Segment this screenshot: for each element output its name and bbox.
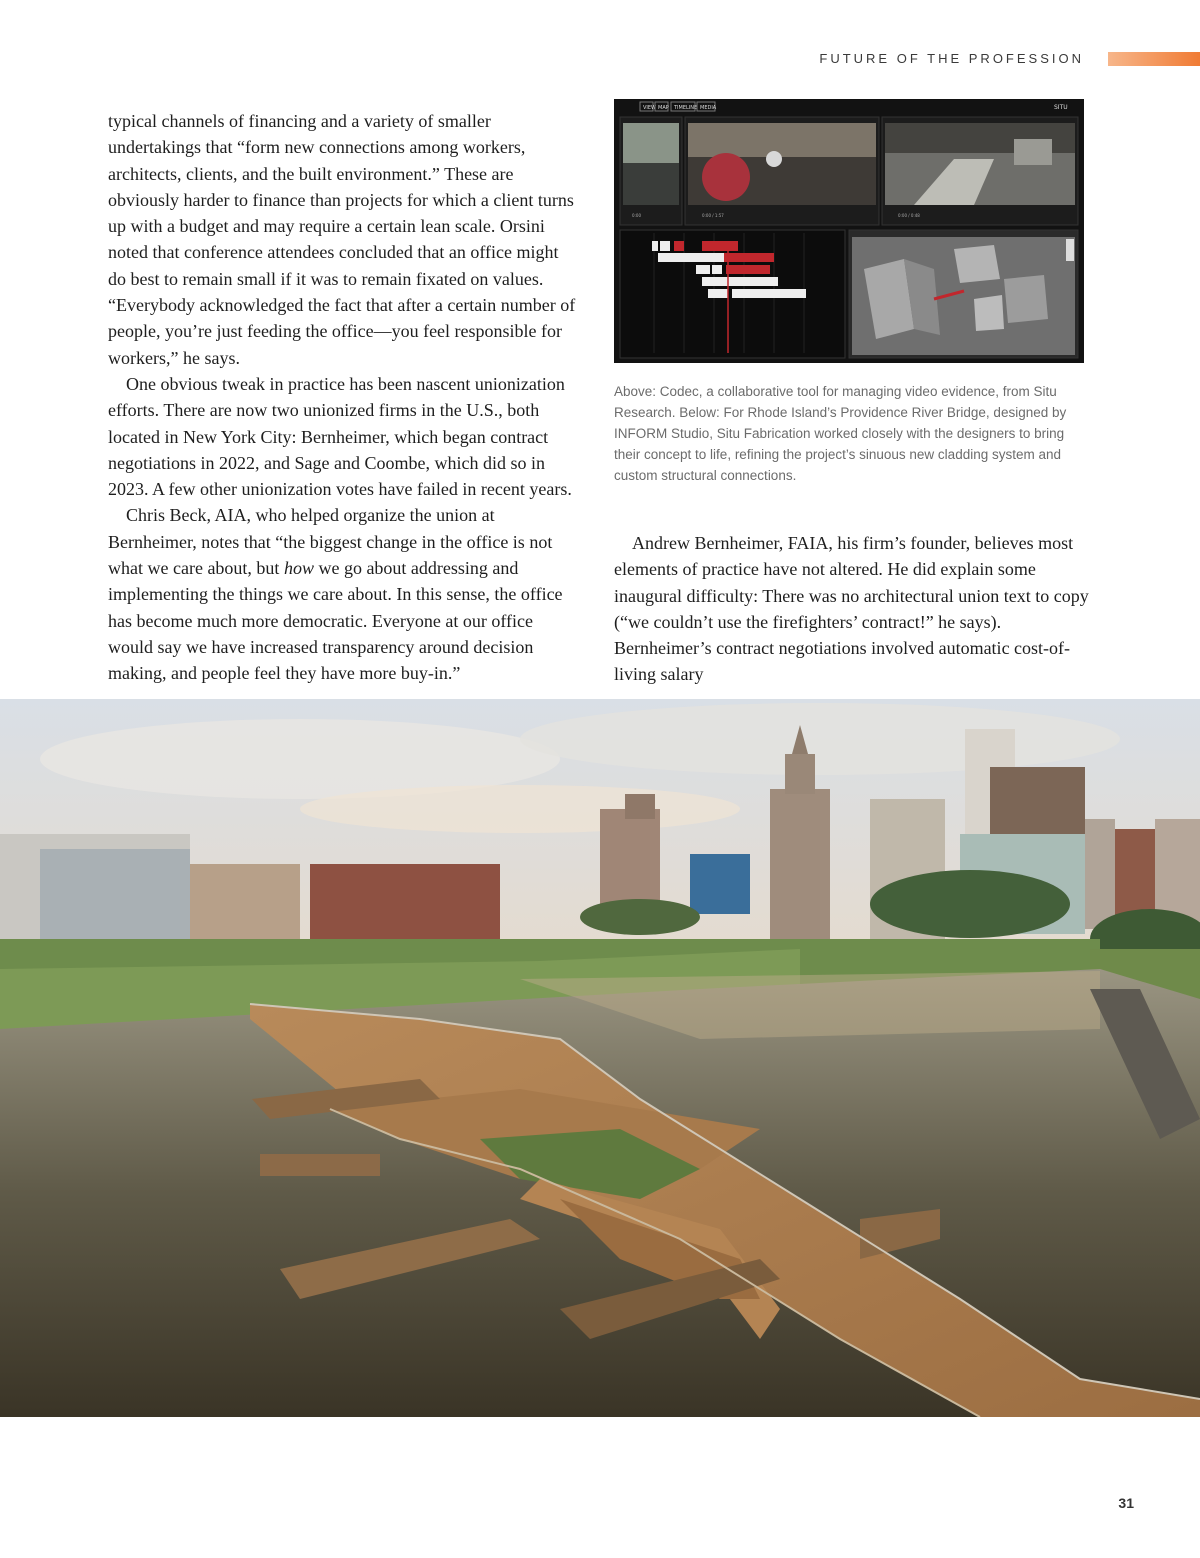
section-accent-bar: [1108, 52, 1200, 66]
video-time: 0:00 / 1:57: [702, 213, 724, 218]
codec-tab: TIMELINE: [674, 105, 698, 111]
codec-tab: MEDIA: [700, 105, 717, 111]
page-number: 31: [1118, 1495, 1134, 1511]
codec-screenshot: [614, 99, 1084, 363]
body-column-right: [614, 530, 1090, 688]
providence-river-bridge-photo: [0, 699, 1200, 1417]
section-label: FUTURE OF THE PROFESSION: [819, 51, 1084, 66]
figure-caption: Above: Codec, a collaborative tool for managing video evidence, from Situ Research. Below: For Rhode Island’s Providence River Bridge, designed by INFORM Studio, Situ Fabrication worked closely with the designers to bring their concept to life, refining the project’s sinuous new cladding system and custom structural connections.: [614, 384, 1067, 483]
codec-tab: VIEW: [643, 105, 656, 111]
video-time: 0:00 / 0:48: [898, 213, 920, 218]
paragraph: One obvious tweak in practice has been nascent unionization efforts. There are now two unionized firms in the U.S., both located in New York City: Bernheimer, which began contract negotiations in 2022, and Sage and Coombe, which did so in 2023. A few other unionization votes have failed in recent years.: [108, 373, 572, 500]
codec-tab: MAP: [658, 105, 669, 111]
paragraph: Andrew Bernheimer, FAIA, his firm’s founder, believes most elements of practice have not altered. He did explain some inaugural difficulty: There was no architectural union text to copy (“we couldn’t use the firefighters’ contract!” he says). Bernheimer’s contract negotiations involved automatic cost-of-living salary: [614, 533, 1089, 685]
paragraph: typical channels of financing and a variety of smaller undertakings that “form new connections among workers, architects, clients, and the built environment.” These are obviously harder to finance than projects for which a client turns up with a budget and may require a certain lean scale. Orsini noted that conference attendees concluded that an office might do best to remain small if it was to remain fixated on values. “Everybody acknowledged the fact that after a certain number of people, you’re just feeding the office—you feel responsible for workers,” he says.: [108, 111, 576, 368]
paragraph: [108, 502, 580, 686]
paragraph-text: Chris Beck, AIA, who helped organize the union at Bernheimer, notes that “the biggest change in the office is not what we care about, but: [108, 505, 553, 579]
paragraph-text: we go about addressing and implementing the things we care about. In this sense, the office has become much more democratic. Everyone at our office would say we have increased transparency around decision making, and people feel they have more buy-in.”: [108, 558, 563, 684]
codec-brand: SITU: [1054, 104, 1068, 111]
video-time: 0:00: [632, 213, 641, 218]
body-column-left: [108, 108, 580, 687]
emphasis-text: how: [283, 558, 314, 579]
